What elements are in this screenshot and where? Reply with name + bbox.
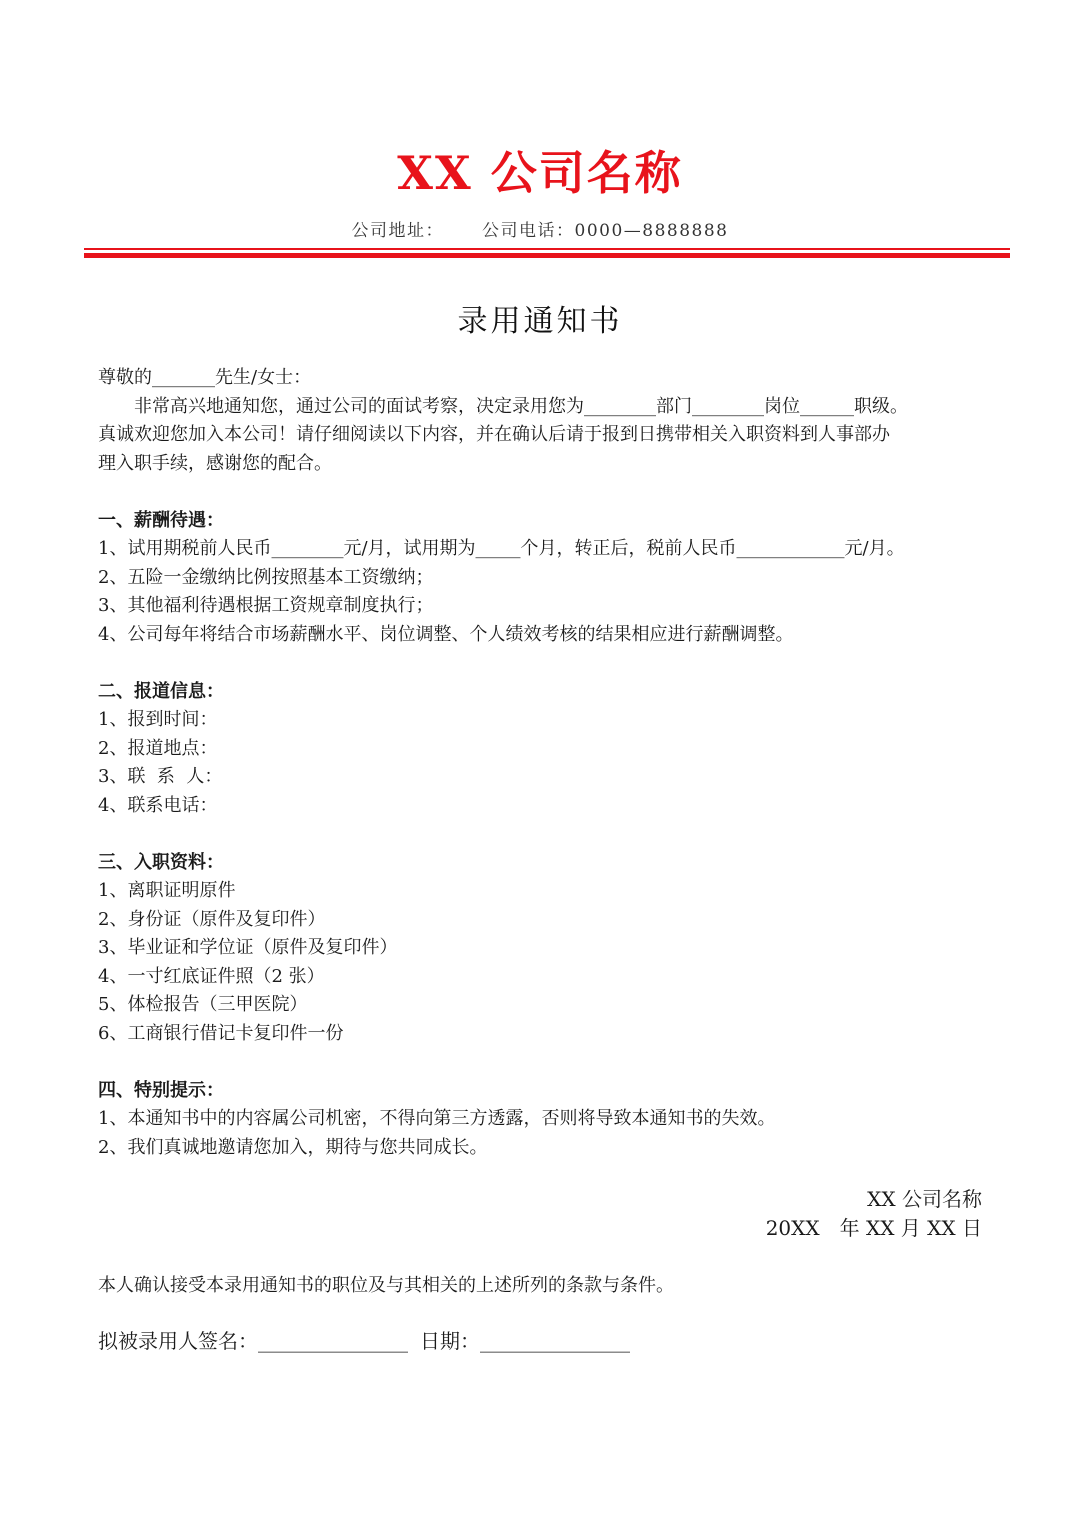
list-item: 2、报道地点： bbox=[98, 737, 218, 759]
list-item: 2、身份证（原件及复印件） bbox=[98, 908, 326, 930]
list-item: 1、本通知书中的内容属公司机密，不得向第三方透露，否则将导致本通知书的失效。 bbox=[98, 1108, 776, 1129]
document-title: 录用通知书 bbox=[457, 304, 623, 339]
list-item: 1、报到时间： bbox=[98, 709, 218, 730]
signature-blank: _______________ bbox=[258, 1329, 408, 1353]
section-heading-special-notes: 四、特别提示： bbox=[98, 1079, 224, 1101]
list-item: 3、其他福利待遇根据工资规章制度执行； bbox=[98, 595, 434, 616]
list-item: 4、一寸红底证件照（2 张） bbox=[98, 965, 325, 987]
list-item: 1、试用期税前人民币________元/月，试用期为_____个月，转正后，税前人民币____________元/月。 bbox=[98, 538, 905, 559]
list-item: 2、我们真诚地邀请您加入，期待与您共同成长。 bbox=[98, 1136, 488, 1158]
date-blank: _______________ bbox=[480, 1329, 630, 1353]
section-heading-onboarding-docs: 三、入职资料： bbox=[98, 851, 224, 873]
list-item: 2、五险一金缴纳比例按照基本工资缴纳； bbox=[98, 566, 434, 588]
issuer-company-name: XX 公司名称 bbox=[867, 1187, 982, 1211]
issue-date: 20XX 年 XX 月 XX 日 bbox=[765, 1216, 982, 1240]
intro-line-1: 非常高兴地通知您，通过公司的面试考察，决定录用您为________部门________岗位______职级。 bbox=[134, 395, 908, 417]
section-heading-salary: 一、薪酬待遇： bbox=[98, 509, 224, 531]
greeting: 尊敬的_______先生/女士： bbox=[98, 367, 312, 388]
section-heading-report-info: 二、报道信息： bbox=[98, 680, 224, 702]
header-divider-thin bbox=[84, 248, 1010, 250]
list-item: 5、体检报告（三甲医院） bbox=[98, 994, 308, 1015]
list-item: 4、联系电话： bbox=[98, 794, 218, 816]
company-contact-line bbox=[0, 218, 1080, 244]
acceptance-signature-line bbox=[98, 1325, 630, 1357]
company-name-heading: XX 公司名称 bbox=[397, 146, 683, 200]
acceptance-statement: 本人确认接受本录用通知书的职位及与其相关的上述所列的条款与条件。 bbox=[98, 1275, 674, 1296]
list-item: 3、联 系 人： bbox=[98, 766, 223, 787]
signature-label: 拟被录用人签名： bbox=[98, 1329, 258, 1353]
list-item: 4、公司每年将结合市场薪酬水平、岗位调整、个人绩效考核的结果相应进行薪酬调整。 bbox=[98, 623, 794, 645]
list-item: 1、离职证明原件 bbox=[98, 880, 236, 901]
list-item: 3、毕业证和学位证（原件及复印件） bbox=[98, 937, 398, 958]
intro-line-2: 真诚欢迎您加入本公司！请仔细阅读以下内容，并在确认后请于报到日携带相关入职资料到人事部办 bbox=[98, 424, 890, 445]
header-divider-thick bbox=[84, 253, 1010, 258]
date-label: 日期： bbox=[420, 1329, 480, 1353]
intro-line-3: 理入职手续，感谢您的配合。 bbox=[98, 452, 332, 474]
company-phone-label: 公司电话：0000—8888888 bbox=[482, 221, 729, 241]
company-address-label: 公司地址： bbox=[351, 221, 444, 241]
list-item: 6、工商银行借记卡复印件一份 bbox=[98, 1022, 344, 1044]
letter-body bbox=[98, 364, 988, 1162]
issuer-signature-block bbox=[766, 1185, 982, 1243]
